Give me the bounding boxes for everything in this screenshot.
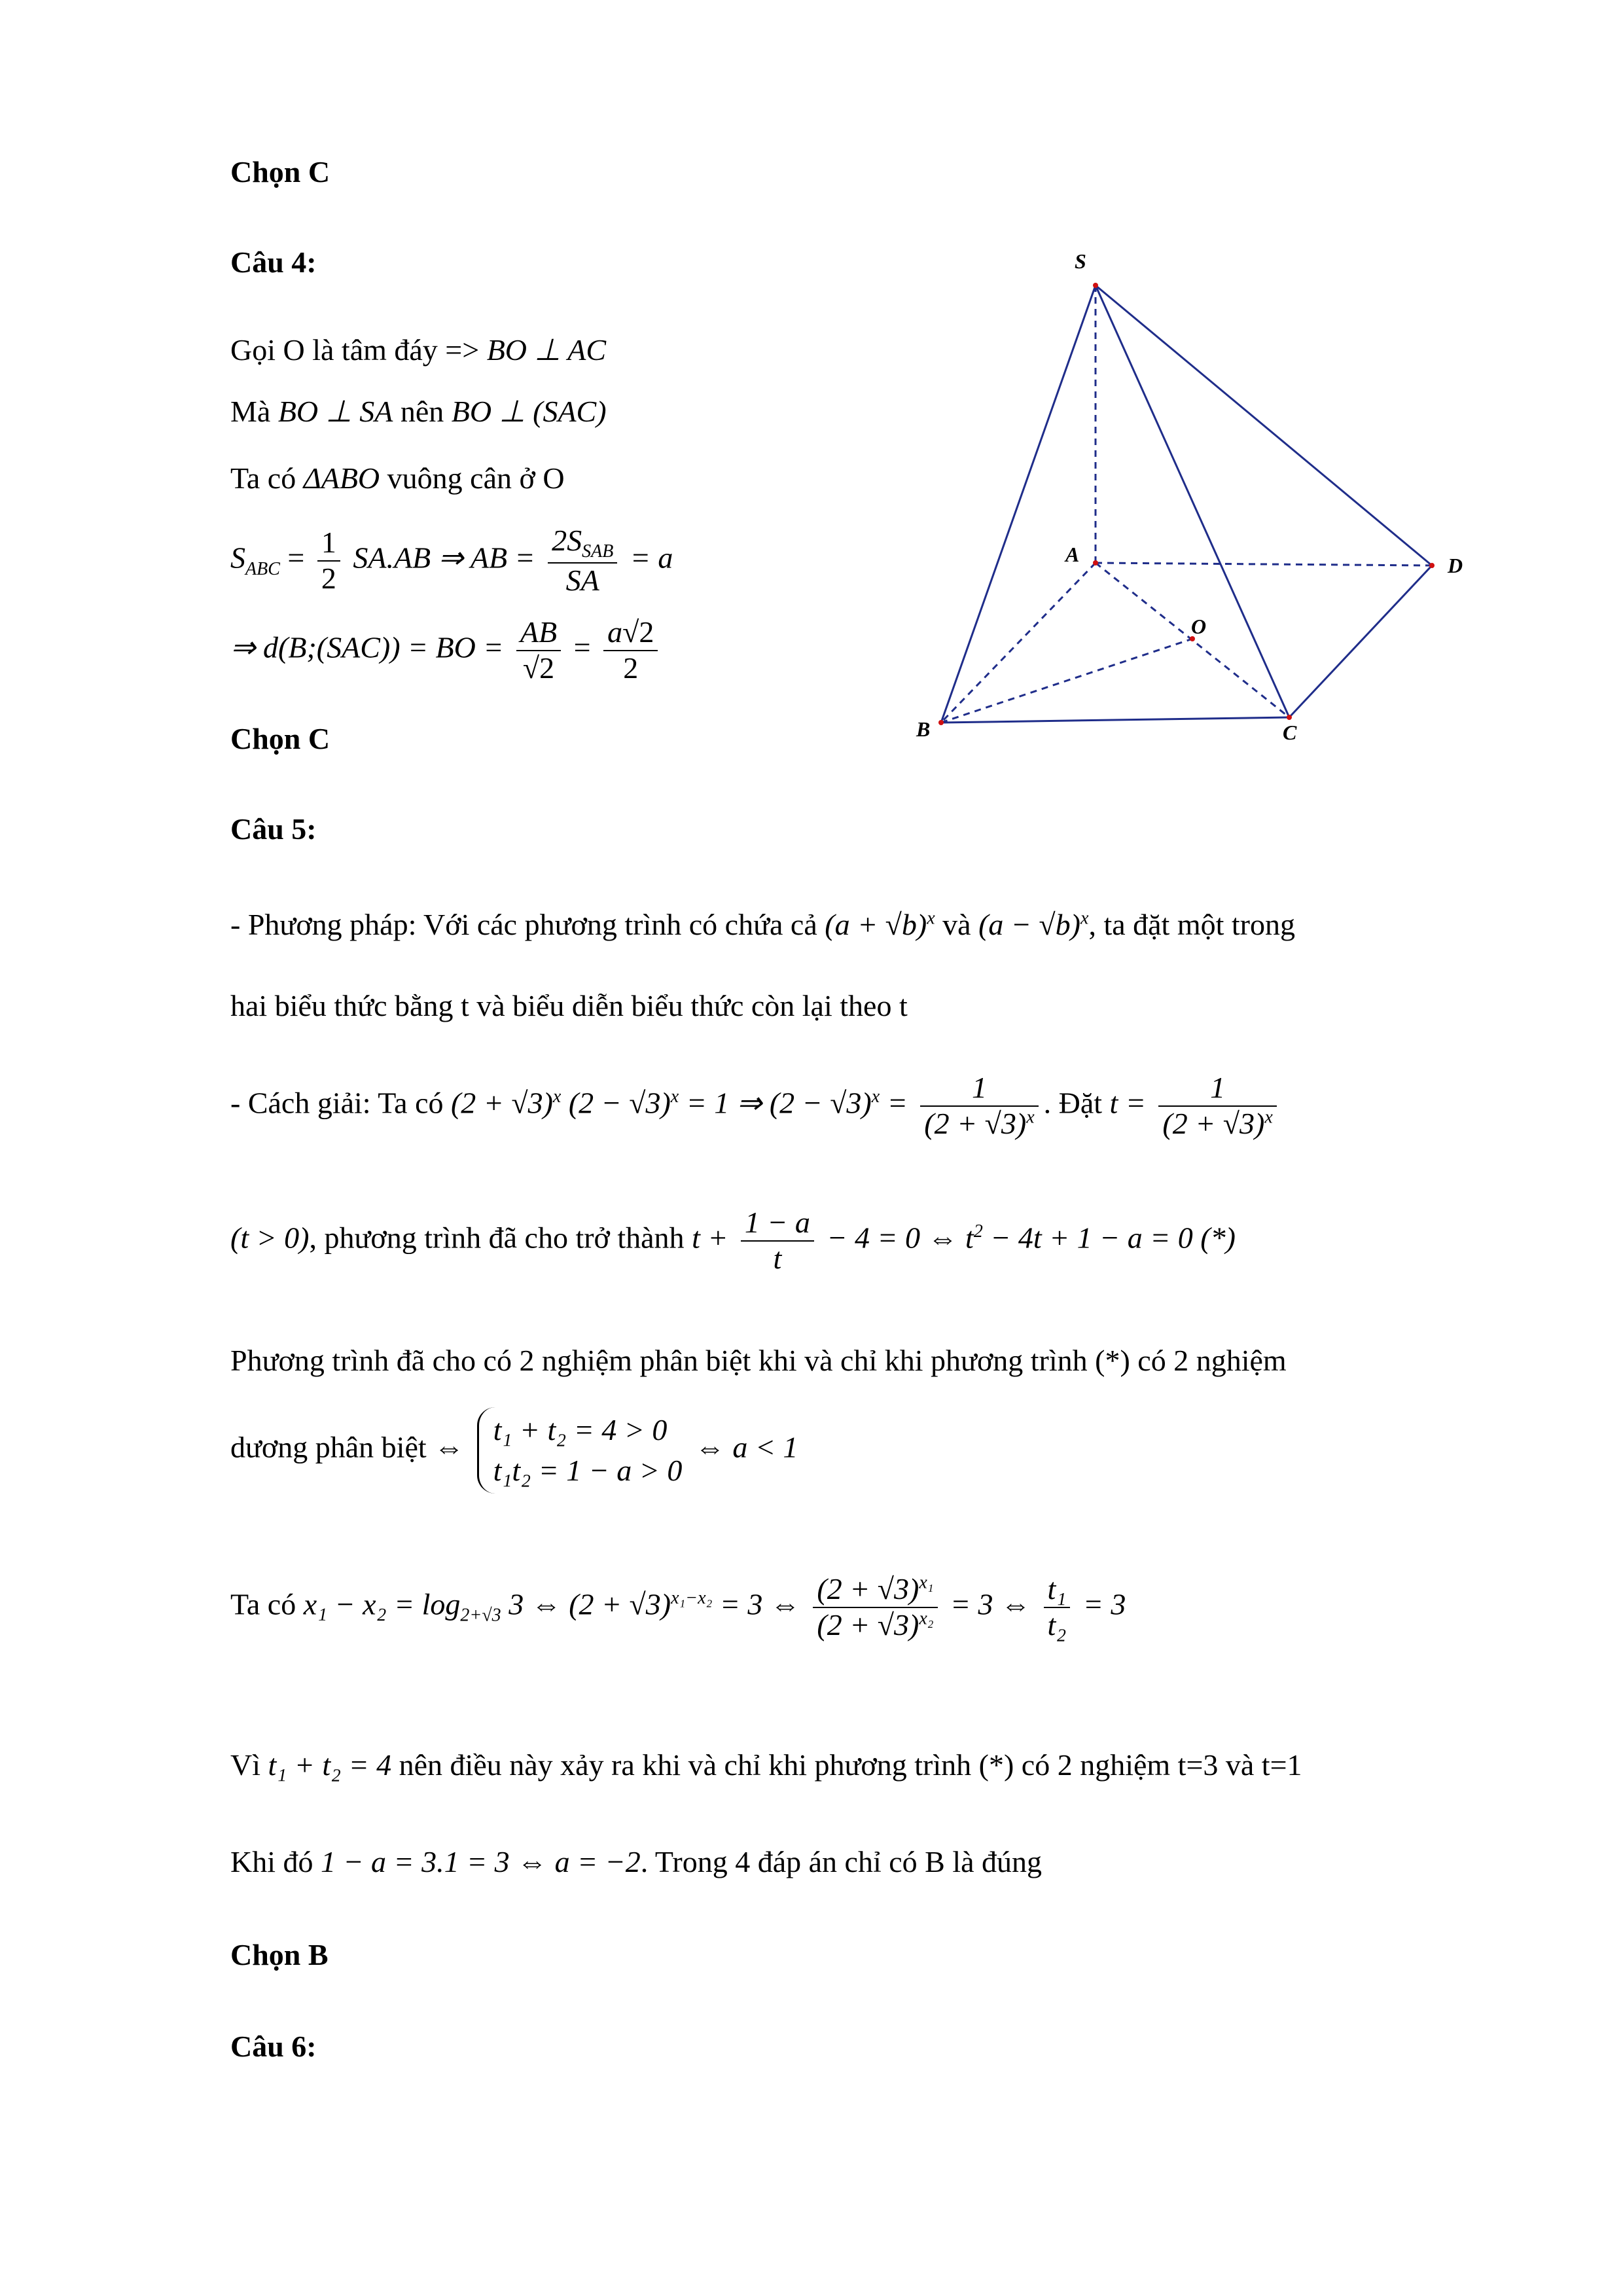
fraction-numerator: a√2 <box>603 615 658 651</box>
equation-end: = 3 <box>1082 1587 1126 1621</box>
cau5-solution-line <box>230 1071 1282 1141</box>
set-text: . Đặt <box>1043 1086 1103 1120</box>
fraction-denominator <box>920 1107 1038 1141</box>
equals-sign: = <box>887 1086 908 1120</box>
edge-sd <box>1096 285 1432 565</box>
exponent-x1-minus-x2: x₁−x₂ <box>671 1588 713 1609</box>
cau4-line-1-math: BO ⊥ AC <box>486 333 607 367</box>
denominator-expr: (2 + √3) <box>817 1607 919 1641</box>
edge-sc <box>1096 285 1289 717</box>
fraction-numerator <box>813 1572 937 1608</box>
radicand: 2 <box>639 615 654 649</box>
answer-heading: Chọn B <box>230 1938 329 1971</box>
system-product: t₁t₂ = 1 − a > 0 <box>493 1454 683 1488</box>
quadratic-equation: − 4t + 1 − a = 0 <box>990 1221 1193 1255</box>
solution-text: - Cách giải: Ta có <box>230 1086 444 1120</box>
log-text: Ta có <box>230 1587 296 1621</box>
cau4-line-3 <box>230 462 565 495</box>
area-subscript: ABC <box>245 558 280 579</box>
fraction-denominator: t <box>773 1241 782 1275</box>
vertex-point-d <box>1429 563 1435 568</box>
equation-part: = 1 ⇒ <box>686 1086 762 1120</box>
log-expr: x₁ − x₂ = log <box>303 1587 461 1621</box>
exponent-x: x <box>670 1086 679 1107</box>
edge-bc <box>941 717 1289 723</box>
exponent-x2: x₂ <box>919 1608 934 1629</box>
expr-2-minus-root3: (2 − √3) <box>568 1086 671 1120</box>
method-text-end: , ta đặt một trong <box>1088 908 1295 941</box>
cau5-system-line <box>230 1407 798 1494</box>
pyramid-edges <box>941 285 1432 723</box>
fraction-denominator <box>813 1608 937 1643</box>
edge-ad <box>1096 563 1432 565</box>
exponent-x: x <box>1026 1107 1035 1128</box>
fraction-numerator: 1 <box>317 526 340 562</box>
formula-middle: SA.AB ⇒ AB = <box>353 541 535 575</box>
fraction-numerator: AB <box>516 615 561 651</box>
cau5-log-line <box>230 1572 1126 1643</box>
distance-lhs: ⇒ d(B;(SAC)) = BO = <box>230 630 504 664</box>
answer-text-b: . Trong 4 đáp án chỉ có B là đúng <box>640 1845 1043 1878</box>
answer-heading: Chọn C <box>230 722 330 755</box>
roots-text-a: Vì <box>230 1748 260 1782</box>
vertex-label-s: S <box>1075 249 1086 273</box>
exponent-x: x <box>927 908 935 929</box>
cau4-line-2-text-b: nên <box>400 395 444 428</box>
log-base: 2+√3 <box>460 1605 501 1626</box>
cau5-method-line-2: hai biểu thức bằng t và biểu diễn biểu thức còn lại theo t <box>230 989 908 1022</box>
edge-ab <box>941 563 1096 723</box>
system-text: dương phân biệt ⇔ <box>230 1430 465 1464</box>
cau4-line-3-text-a: Ta có <box>230 461 296 495</box>
answer-equation: 1 − a = 3.1 = 3 ⇔ a = −2 <box>321 1845 641 1878</box>
numerator-a: a <box>607 615 623 649</box>
answer-text-a: Khi đó <box>230 1845 313 1878</box>
equation-part: = 3 ⇔ <box>719 1587 800 1621</box>
numerator-text: 2S <box>552 524 582 557</box>
vertex-point-a <box>1093 560 1098 565</box>
question-6-heading: Câu 6: <box>230 2030 317 2063</box>
t-definition: t = <box>1109 1086 1146 1120</box>
roots-text-b: nên điều này xảy ra khi và chỉ khi phương trình (*) có 2 nghiệm t=3 và t=1 <box>399 1748 1302 1782</box>
cau5-method-line <box>230 908 1295 942</box>
edge-cd <box>1289 565 1432 717</box>
exponent-x: x <box>871 1086 880 1107</box>
cau4-formula-area <box>230 524 673 598</box>
fraction-denominator: √2 <box>522 651 555 685</box>
fraction-ab-over-root2 <box>516 615 561 686</box>
fraction-denominator <box>1158 1107 1276 1141</box>
question-5-heading: Câu 5: <box>230 812 317 846</box>
system-result: ⇔ a < 1 <box>694 1430 798 1464</box>
expr-2-plus-root3: (2 + √3) <box>569 1587 671 1621</box>
t-plus: t + <box>692 1221 728 1255</box>
edge-bo <box>941 639 1192 723</box>
cau4-line-1-text: Gọi O là tâm đáy => <box>230 333 480 367</box>
vertex-label-o: O <box>1191 615 1207 638</box>
conjunction-text: và <box>942 908 971 941</box>
area-symbol: S <box>230 541 245 575</box>
pyramid-figure <box>903 249 1492 759</box>
fraction-1-minus-a-over-t <box>741 1206 814 1276</box>
exponent-x: x <box>1080 908 1089 929</box>
fraction-half <box>317 526 340 596</box>
equation-star-label: (*) <box>1200 1221 1236 1255</box>
exponent-x: x <box>552 1086 562 1107</box>
fraction-numerator: t₁ <box>1044 1572 1071 1608</box>
equation-part: = 3 ⇔ <box>950 1587 1031 1621</box>
equals-sign: = <box>287 541 305 575</box>
fraction-one-over-power <box>920 1071 1038 1141</box>
fraction-t-definition <box>1158 1071 1276 1141</box>
vieta-system <box>477 1407 683 1494</box>
cau4-line-2 <box>230 395 607 429</box>
expr-a-plus-root-b: (a + √b) <box>825 908 927 941</box>
substitution-text: , phương trình đã cho trở thành <box>309 1221 685 1255</box>
expr-2-plus-root3: (2 + √3) <box>450 1086 553 1120</box>
formula-end: = a <box>630 541 673 575</box>
pyramid-vertices <box>938 283 1435 725</box>
question-4-heading: Câu 4: <box>230 245 317 279</box>
cau5-roots-line <box>230 1749 1302 1782</box>
cau5-answer-line <box>230 1846 1042 1879</box>
fraction-denominator: 2 <box>623 651 639 685</box>
answer-heading: Chọn C <box>230 155 330 188</box>
condition-t-positive: (t > 0) <box>230 1221 310 1255</box>
cau5-condition-line: Phương trình đã cho có 2 nghiệm phân biệt khi và chỉ khi phương trình (*) có 2 nghiệm <box>230 1344 1287 1377</box>
cau4-formula-distance <box>230 615 663 686</box>
numerator-subscript: SAB <box>582 541 614 562</box>
radicand: 2 <box>539 651 555 685</box>
cau4-line-3-text-b: vuông cân ở O <box>387 461 565 495</box>
fraction-numerator: 1 <box>920 1071 1038 1107</box>
equation-part: 3 ⇔ <box>508 1587 562 1621</box>
vertex-point-c <box>1287 715 1292 720</box>
fraction-denominator: t₂ <box>1047 1607 1067 1641</box>
vertex-label-b: B <box>916 717 931 741</box>
cau4-line-2-text-a: Mà <box>230 395 271 428</box>
exponent-2: 2 <box>973 1221 983 1242</box>
expr-a-minus-root-b: (a − √b) <box>978 908 1080 941</box>
denominator-expr: (2 + √3) <box>1162 1106 1265 1140</box>
exponent-x1: x₁ <box>919 1572 934 1593</box>
fraction-area-over-sa <box>548 524 617 598</box>
fraction-numerator: 1 <box>1158 1071 1276 1107</box>
denominator-expr: (2 + √3) <box>924 1106 1027 1140</box>
fraction-power-ratio <box>813 1572 937 1643</box>
equals-sign: = <box>573 630 591 664</box>
fraction-denominator: SA <box>565 564 599 598</box>
vertex-point-s <box>1093 283 1098 288</box>
equation-part: − 4 = 0 ⇔ t <box>827 1221 974 1255</box>
numerator-expr: (2 + √3) <box>817 1572 919 1605</box>
vertex-label-d: D <box>1448 554 1463 577</box>
fraction-t1-over-t2 <box>1044 1572 1071 1643</box>
cau5-substitution-line <box>230 1206 1236 1276</box>
vertex-point-b <box>938 720 944 725</box>
cau4-line-3-math: ΔABO <box>303 461 380 495</box>
fraction-a-root2-over-2 <box>603 615 658 686</box>
exponent-x: x <box>1264 1107 1273 1128</box>
expr-2-minus-root3: (2 − √3) <box>769 1086 872 1120</box>
cau4-line-1 <box>230 334 606 367</box>
fraction-numerator <box>548 524 617 564</box>
edge-sb <box>941 285 1096 723</box>
roots-sum: t₁ + t₂ = 4 <box>268 1748 392 1782</box>
fraction-denominator: 2 <box>321 562 336 596</box>
system-sum: t₁ + t₂ = 4 > 0 <box>493 1413 668 1446</box>
vertex-label-c: C <box>1283 721 1297 744</box>
fraction-numerator: 1 − a <box>741 1206 814 1242</box>
cau4-line-2-math-b: BO ⊥ (SAC) <box>451 395 607 428</box>
method-text: - Phương pháp: Với các phương trình có chứa cả <box>230 908 817 941</box>
cau4-line-2-math-a: BO ⊥ SA <box>277 395 393 428</box>
vertex-label-a: A <box>1065 543 1080 566</box>
